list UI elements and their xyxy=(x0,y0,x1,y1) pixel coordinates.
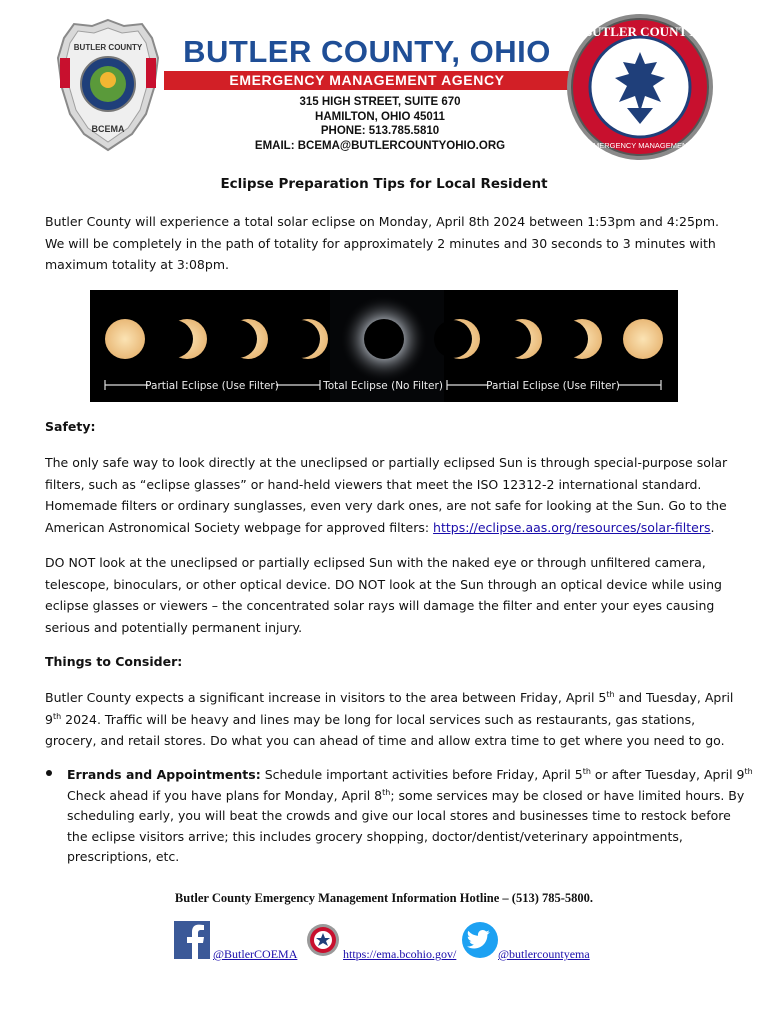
facebook-icon[interactable] xyxy=(174,921,210,959)
intro-line: Butler County will experience a total solar eclipse on Monday, April 8th 2024 between 1:53pm and 4:25pm. xyxy=(45,214,719,229)
text-line: prescriptions, etc. xyxy=(67,849,180,864)
website-link[interactable]: https://ema.bcohio.gov/ xyxy=(343,947,457,961)
seal-bottom-text: EMERGENCY MANAGEMENT xyxy=(587,141,693,150)
text-line: eclipse glasses or viewers – the concentrated solar rays will damage the filter and enter your eyes causing xyxy=(45,598,715,614)
org-title: BUTLER COUNTY, OHIO xyxy=(183,34,551,69)
consider-heading: Things to Consider: xyxy=(45,654,183,669)
phone: PHONE: 513.785.5810 xyxy=(320,125,440,137)
eclipse-sequence-image xyxy=(90,290,678,402)
bullet-point xyxy=(46,770,52,776)
text-line: The only safe way to look directly at the uneclipsed or partially eclipsed Sun is through special-purpose solar xyxy=(45,455,728,470)
badge-top-text: BUTLER COUNTY xyxy=(73,43,143,52)
seal-top-text: BUTLER COUNTY xyxy=(583,24,697,39)
text-line xyxy=(45,687,735,709)
text-segment: . xyxy=(710,519,715,535)
text-segment: 9 xyxy=(45,711,53,727)
address-line1: 315 HIGH STREET, SUITE 670 xyxy=(299,96,461,108)
county-badge-icon xyxy=(54,18,162,152)
county-seal-icon xyxy=(565,12,715,162)
text-line xyxy=(67,765,753,786)
total-label: Total Eclipse (No Filter) xyxy=(323,380,443,392)
text-line xyxy=(45,709,735,731)
superscript: th xyxy=(582,766,591,776)
safety-paragraph-1 xyxy=(45,452,735,538)
sun-phase-9 xyxy=(623,319,663,359)
intro-line: We will be completely in the path of totality for approximately 2 minutes and 30 seconds to 3 minutes with xyxy=(45,235,716,251)
facebook-link[interactable]: @ButlerCOEMA xyxy=(213,947,298,961)
email: EMAIL: BCEMA@BUTLERCOUNTYOHIO.ORG xyxy=(254,139,506,152)
safety-heading: Safety: xyxy=(45,419,96,434)
text-segment: Check ahead if you have plans for Monday, April 8 xyxy=(67,787,383,803)
text-segment: American Astronomical Society webpage for approved filters: xyxy=(45,519,434,535)
text-segment: or after Tuesday, April 9 xyxy=(590,767,745,782)
safety-paragraph-2 xyxy=(45,552,735,638)
superscript: th xyxy=(382,787,391,797)
superscript: th xyxy=(606,689,615,699)
twitter-icon[interactable] xyxy=(462,922,498,958)
partial-label-left: Partial Eclipse (Use Filter) xyxy=(145,380,279,392)
sun-phase-1 xyxy=(105,319,145,359)
text-line: DO NOT look at the uneclipsed or partially eclipsed Sun with the naked eye or through unfiltered camera, xyxy=(45,555,706,570)
seal-small-icon xyxy=(306,923,340,957)
badge-bottom-text: BCEMA xyxy=(91,124,125,134)
superscript: th xyxy=(744,766,753,776)
errands-label: Errands and Appointments: xyxy=(67,767,261,782)
agency-bar: EMERGENCY MANAGEMENT AGENCY xyxy=(164,71,570,90)
partial-label-right: Partial Eclipse (Use Filter) xyxy=(486,380,620,392)
consider-paragraph xyxy=(45,687,735,752)
contact-block xyxy=(200,95,560,153)
text-segment: 2024. Traffic will be heavy and lines may be long for local services such as restaurants, gas stations, xyxy=(61,711,696,727)
document-title: Eclipse Preparation Tips for Local Resident xyxy=(220,176,548,192)
text-line: scheduling early, you will beat the crowds and give our local stores and businesses time to restock before xyxy=(67,808,731,823)
text-line: telescope, binoculars, or other optical device. DO NOT look at the Sun through an optical device while using xyxy=(45,576,722,592)
twitter-link[interactable]: @butlercountyema xyxy=(498,947,590,961)
intro-line: maximum totality at 3:08pm. xyxy=(45,257,229,273)
text-line: grocery, and retail stores. Do what you can ahead of time and allow extra time to get where you need to go. xyxy=(45,733,725,749)
text-line xyxy=(67,786,745,807)
solar-filters-link[interactable]: https://eclipse.aas.org/resources/solar-filters xyxy=(433,519,711,535)
totality-disk xyxy=(364,319,404,359)
superscript: th xyxy=(52,711,62,721)
errands-bullet xyxy=(67,765,753,868)
hotline-text: Butler County Emergency Management Information Hotline – (513) 785-5800. xyxy=(174,891,594,905)
text-line xyxy=(45,517,735,539)
address-line2: HAMILTON, OHIO 45011 xyxy=(315,110,445,123)
intro-paragraph xyxy=(45,211,735,276)
text-line: the eclipse visitors arrive; this includes grocery shopping, doctor/dentist/veterinary appointments, xyxy=(67,828,683,844)
text-line: Homemade filters or ordinary sunglasses, even very dark ones, are not safe for looking at the Sun. Go to the xyxy=(45,498,727,514)
text-segment: Schedule important activities before Friday, April 5 xyxy=(260,767,583,782)
text-segment: and Tuesday, April xyxy=(614,690,734,705)
text-segment: Butler County expects a significant increase in visitors to the area between Friday, April 5 xyxy=(45,690,607,705)
text-segment: ; some services may be closed or have limited hours. By xyxy=(390,787,745,803)
text-line: serious and potentially permanent injury. xyxy=(45,619,303,635)
text-line: filters, such as “eclipse glasses” or hand-held viewers that meet the ISO 12312-2 international standard. xyxy=(45,476,702,492)
